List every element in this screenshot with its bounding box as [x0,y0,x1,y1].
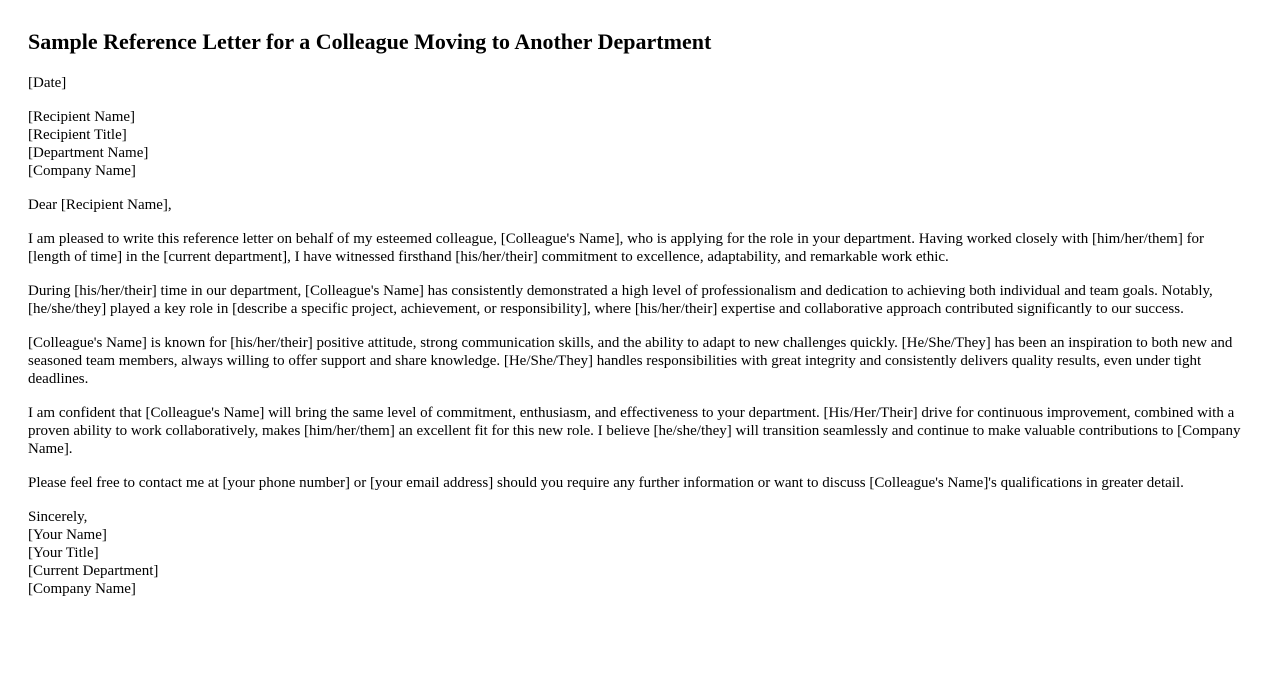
recipient-block [28,108,1250,180]
sender-title: [Your Title] [28,545,99,561]
closing-valediction: Sincerely, [28,509,88,525]
closing-block [28,508,1250,598]
body-paragraph-contact: Please feel free to contact me at [your phone number] or [your email address] should you require any further information or want to discuss [Colleague's Name]'s qualifications in greater detail. [28,475,1184,491]
letter-date: [Date] [28,75,67,91]
sender-company: [Company Name] [28,581,136,597]
recipient-title: [Recipient Title] [28,127,127,143]
body-paragraph-intro: I am pleased to write this reference letter on behalf of my esteemed colleague, [Colleague's Name], who is applying for the role in your department. Having worked closely with [him/her/them] for [length of time] in the [current department], I have witnessed firsthand [his/her/their] commitment to excellence, adaptability, and remarkable work ethic. [28,231,1205,265]
body-paragraph-confidence: I am confident that [Colleague's Name] will bring the same level of commitment, enthusiasm, and effectiveness to your department. [His/Her/Their] drive for continuous improvement, combined with a proven ability to work collaboratively, makes [him/her/them] an excellent fit for this new role. I believe [he/she/they] will transition seamlessly and continue to make valuable contributions to [Company Name]. [28,405,1241,457]
recipient-department: [Department Name] [28,145,149,161]
salutation: Dear [Recipient Name], [28,197,172,213]
body-paragraph-achievements: During [his/her/their] time in our department, [Colleague's Name] has consistently demonstrated a high level of professionalism and dedication to achieving both individual and team goals. Notably, [he/she/they] played a key role in [describe a specific project, achievement, or responsibility], where [his/her/their] expertise and collaborative approach contributed significantly to our success. [28,283,1213,317]
letter-document [0,29,1278,598]
recipient-company: [Company Name] [28,163,136,179]
body-paragraph-qualities: [Colleague's Name] is known for [his/her/their] positive attitude, strong communication skills, and the ability to adapt to new challenges quickly. [He/She/They] has been an inspiration to both new and seasoned team members, always willing to offer support and share knowledge. [He/She/They] handles responsibilities with great integrity and consistently delivers quality results, even under tight deadlines. [28,335,1233,387]
sender-name: [Your Name] [28,527,107,543]
page-title: Sample Reference Letter for a Colleague Moving to Another Department [28,29,712,54]
recipient-name: [Recipient Name] [28,109,136,125]
sender-department: [Current Department] [28,563,159,579]
